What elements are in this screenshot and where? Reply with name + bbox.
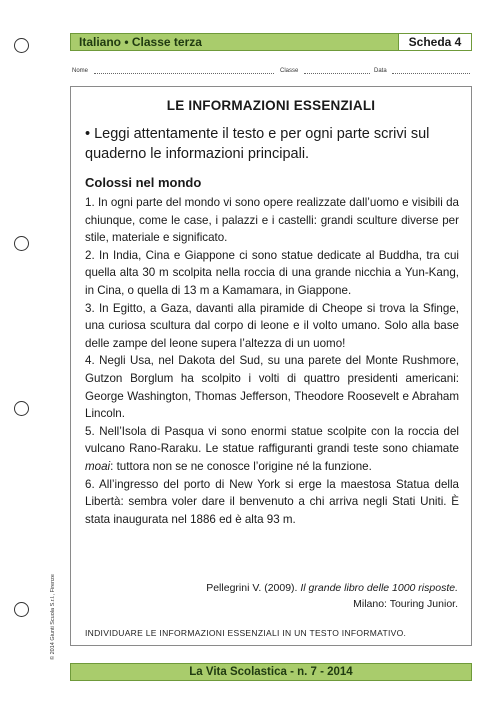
paragraph: 4. Negli Usa, nel Dakota del Sud, su una parete del Monte Rushmore, Gutzon Borglum ha scolpito i volti di quattro presidenti americani: George Washington, Thomas Jefferson, Theodore Roosevelt e Abraham Lincoln. [85, 354, 459, 421]
name-label: Nome [72, 68, 89, 74]
source-publisher: Milano: Touring Junior. [353, 598, 458, 610]
paragraph: 2. In India, Cina e Giappone ci sono statue dedicate al Buddha, tra cui quella alta 30 m scolpita nella roccia di una grande nicchia a Yun-Kang, in Cina, o quella di 13 m a Kamamara, in Giappone. [85, 248, 459, 297]
binder-hole [14, 401, 29, 416]
worksheet-number: Scheda 4 [398, 33, 472, 51]
footer-bar: La Vita Scolastica - n. 7 - 2014 [70, 663, 472, 681]
class-field[interactable] [304, 68, 370, 74]
date-label: Data [374, 68, 387, 74]
paragraph: 1. In ogni parte del mondo vi sono opere realizzate dall’uomo e visibili da chiunque, come le case, i palazzi e i castelli: grandi sculture diverse per stile, materiale e significato. [85, 196, 459, 245]
name-field[interactable] [94, 68, 274, 74]
exercise-box [70, 86, 472, 646]
header-bar [70, 33, 472, 51]
exercise-heading: LE INFORMAZIONI ESSENZIALI [166, 98, 376, 113]
exercise-instruction: • Leggi attentamente il testo e per ogni parte scrivi sul quaderno le informazioni principali. [85, 126, 430, 162]
binder-hole [14, 38, 29, 53]
date-field[interactable] [392, 68, 470, 74]
binder-hole [14, 236, 29, 251]
paragraph: 3. In Egitto, a Gaza, davanti alla piramide di Cheope si trova la Sfinge, una curiosa scultura dal corpo di leone e il volto umano. Solo alla base delle zampe del leone supera l’altezza di un uomo! [85, 301, 459, 350]
paragraph: 6. All’ingresso del porto di New York si erge la maestosa Statua della Libertà: sembra voler dare il benvenuto a chi arriva negli Stati Uniti. È stata inaugurata nel 1886 ed è alta 93 m. [85, 477, 459, 526]
source-book-title: Il grande libro delle 1000 risposte. [300, 582, 458, 594]
paragraph: 5. Nell’Isola di Pasqua vi sono enormi statue scolpite con la roccia del vulcano Rano-Raraku. Le statue raffiguranti grandi teste sono chiamate moai: tuttora non se ne conosce l’origine né la funzione. [85, 424, 459, 473]
class-label: Classe [280, 68, 299, 74]
learning-objective: INDIVIDUARE LE INFORMAZIONI ESSENZIALI IN UN TESTO INFORMATIVO. [85, 628, 407, 638]
copyright-note: © 2014 Giunti Scuola S.r.l., Firenze [50, 574, 56, 660]
reading-text [85, 194, 459, 528]
student-info-line [72, 68, 470, 78]
header-title: Italiano • Classe terza [79, 35, 202, 49]
source-citation: Pellegrini V. (2009). Il grande libro delle 1000 risposte. [206, 582, 458, 594]
text-title: Colossi nel mondo [85, 175, 202, 190]
binder-hole [14, 602, 29, 617]
italic-term: moai [85, 459, 111, 473]
